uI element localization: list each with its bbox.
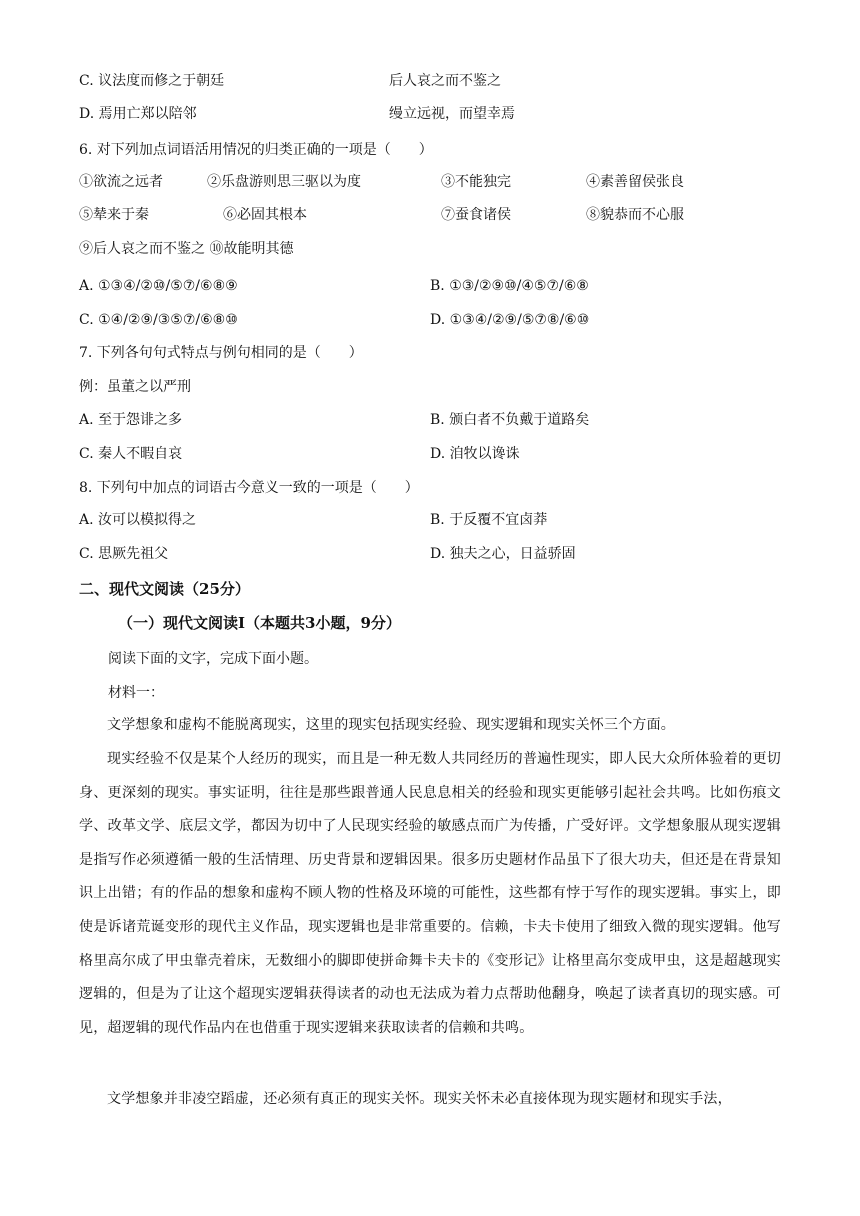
q6-item-7: ⑦蚕食诸侯	[441, 207, 511, 223]
reading-instruction: 阅读下面的文字，完成下面小题。	[108, 651, 318, 667]
q8-option-b: B. 于反覆不宜卤莽	[430, 512, 548, 528]
section-subtitle: （一）现代文阅读Ⅰ（本题共3小题，9分）	[118, 614, 401, 632]
q5-option-c: C. 议法度而修之于朝廷	[79, 73, 225, 89]
q5-option-d-right: 缦立远视，而望幸焉	[389, 106, 515, 122]
q5-option-c-right: 后人哀之而不鉴之	[389, 73, 501, 89]
q8-option-c: C. 思厥先祖父	[79, 546, 169, 562]
q6-option-a: A. ①③④/②⑩/⑤⑦/⑥⑧⑨	[79, 278, 238, 294]
q6-item-1: ①欲流之远者	[79, 174, 163, 190]
material-label: 材料一：	[108, 685, 164, 701]
q6-item-6: ⑥必固其根本	[223, 207, 307, 223]
q6-option-b: B. ①③/②⑨⑩/④⑤⑦/⑥⑧	[430, 278, 589, 294]
q6-item-2: ②乐盘游则思三驱以为度	[207, 174, 361, 190]
passage-paragraph-1: 文学想象和虚构不能脱离现实，这里的现实包括现实经验、现实逻辑和现实关怀三个方面。	[107, 717, 675, 733]
q7-example: 例：虽董之以严刑	[79, 379, 191, 395]
q8-option-a: A. 汝可以模拟得之	[79, 512, 197, 528]
q7-option-a: A. 至于怨诽之多	[79, 412, 183, 428]
q5-option-c-row	[79, 71, 224, 91]
q6-item-4: ④素善留侯张良	[586, 174, 684, 190]
q6-option-c: C. ①④/②⑨/③⑤⑦/⑥⑧⑩	[79, 312, 238, 328]
q6-item-8: ⑧貌恭而不心服	[586, 207, 684, 223]
q6-item-5: ⑤辇来于秦	[79, 207, 149, 223]
section-title: 二、现代文阅读（25分）	[79, 580, 250, 598]
q6-item-3: ③不能独完	[441, 174, 511, 190]
q8-option-d: D. 独夫之心，日益骄固	[430, 546, 576, 562]
q5-option-d: D. 焉用亡郑以陪邻	[79, 106, 197, 122]
q6-stem: 6. 对下列加点词语活用情况的归类正确的一项是（ ）	[79, 142, 433, 158]
passage-paragraph-3: 文学想象并非凌空蹈虚，还必须有真正的现实关怀。现实关怀未必直接体现为现实题材和现实手法，	[107, 1091, 732, 1107]
q7-option-b: B. 颁白者不负戴于道路矣	[430, 412, 590, 428]
q7-stem: 7. 下列各句句式特点与例句相同的是（ ）	[79, 345, 363, 361]
q6-option-d: D. ①③④/②⑨/⑤⑦⑧/⑥⑩	[430, 312, 590, 328]
q7-option-c: C. 秦人不暇自哀	[79, 446, 183, 462]
q8-stem: 8. 下列句中加点的词语古今意义一致的一项是（ ）	[79, 480, 419, 496]
q7-option-d: D. 洎牧以谗诛	[430, 446, 520, 462]
q6-items-row3: ⑨后人哀之而不鉴之 ⑩故能明其德	[79, 241, 294, 257]
q5-option-d-row	[79, 104, 197, 124]
passage-paragraph-2: 现实经验不仅是某个人经历的现实，而且是一种无数人共同经历的普遍性现实，即人民大众所体验着的更切身、更深刻的现实。事实证明，往往是那些跟普通人民息息相关的经验和现实更能够引起社会共鸣。比如伤痕文学、改革文学、底层文学，都因为切中了人民现实经验的敏感点而广为传播，广受好评。文学想象服从现实逻辑是指写作必须遵循一般的生活情理、历史背景和逻辑因果。很多历史题材作品虽下了很大功夫，但还是在背景知识上出错；有的作品的想象和虚构不顾人物的性格及环境的可能性，这些都有悖于写作的现实逻辑。事实上，即使是诉诸荒诞变形的现代主义作品，现实逻辑也是非常重要的。信赖，卡夫卡使用了细致入微的现实逻辑。他写格里高尔成了甲虫靠壳着床，无数细小的脚即使拼命舞卡夫卡的《变形记》让格里高尔变成甲虫，这是超越现实逻辑的，但是为了让这个超现实逻辑获得读者的动也无法成为着力点帮助他翻身，唤起了读者真切的现实感。可见，超逻辑的现代作品内在也借重于现实逻辑来获取读者的信赖和共鸣。	[79, 751, 781, 1036]
